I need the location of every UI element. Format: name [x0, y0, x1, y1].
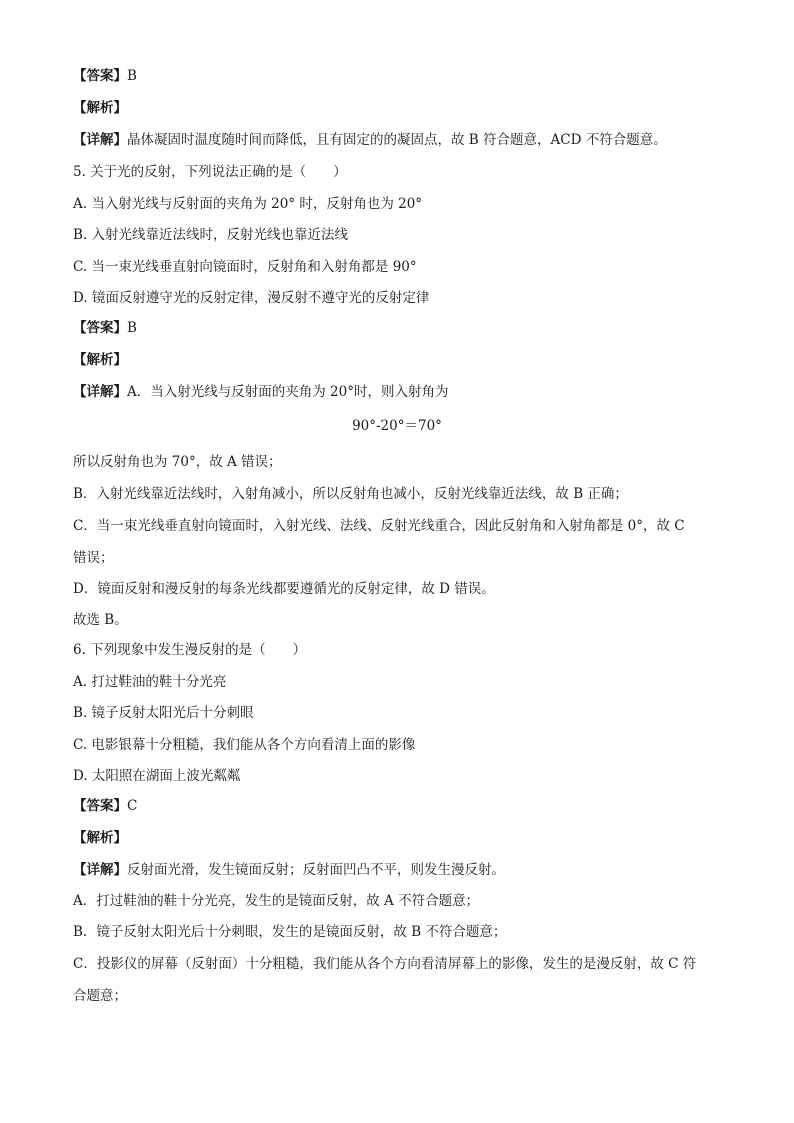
q5-detail-line-3: C．当一束光线垂直射向镜面时，入射光线、法线、反射光线重合，因此反射角和入射角都是 0°，故 C [73, 518, 685, 534]
q5-detail-line-5: D．镜面反射和漫反射的每条光线都要遵循光的反射定律，故 D 错误。 [73, 581, 495, 597]
detail-label: 【详解】 [73, 862, 127, 878]
answer-value: C [127, 798, 138, 814]
answer-label: 【答案】 [73, 320, 127, 336]
q5-answer-line [73, 319, 137, 337]
detail-intro: 反射面光滑，发生镜面反射；反射面凹凸不平，则发生漫反射。 [127, 862, 505, 878]
q6-option-b: B. 镜子反射太阳光后十分刺眼 [73, 705, 254, 721]
analysis-label: 【解析】 [73, 352, 127, 368]
q6-option-c: C. 电影银幕十分粗糙，我们能从各个方向看清上面的影像 [73, 737, 416, 753]
detail-label: 【详解】 [73, 132, 127, 148]
q6-stem: 6. 下列现象中发生漫反射的是（ ） [73, 642, 307, 658]
analysis-label: 【解析】 [73, 100, 127, 116]
q5-stem: 5. 关于光的反射，下列说法正确的是（ ） [73, 164, 347, 180]
q6-detail-line-1: A．打过鞋油的鞋十分光亮，发生的是镜面反射，故 A 不符合题意； [73, 893, 480, 909]
q6-option-d: D. 太阳照在湖面上波光粼粼 [73, 768, 241, 784]
q5-detail-line-1: 所以反射角也为 70°，故 A 错误； [73, 454, 282, 470]
q5-detail-line [73, 383, 448, 401]
detail-label: 【详解】 [73, 384, 127, 400]
q6-analysis-line [73, 829, 127, 847]
answer-label: 【答案】 [73, 798, 127, 814]
answer-label: 【答案】 [73, 68, 127, 84]
q5-option-a: A. 当入射光线与反射面的夹角为 20° 时，反射角也为 20° [73, 196, 423, 212]
q5-option-c: C. 当一束光线垂直射向镜面时，反射角和入射角都是 90° [73, 259, 417, 275]
detail-intro: A．当入射光线与反射面的夹角为 20°时，则入射角为 [127, 384, 449, 400]
q4-analysis-line [73, 99, 127, 117]
answer-value: B [127, 68, 137, 84]
answer-value: B [127, 320, 137, 336]
q6-detail-line-2: B．镜子反射太阳光后十分刺眼，发生的是镜面反射，故 B 不符合题意； [73, 924, 507, 940]
q5-conclusion: 故选 B。 [73, 612, 128, 628]
q6-detail-line [73, 861, 505, 879]
q6-option-a: A. 打过鞋油的鞋十分光亮 [73, 674, 227, 690]
q5-detail-line-4: 错误； [73, 550, 114, 566]
q6-answer-line [73, 797, 137, 815]
q5-detail-line-2: B．入射光线靠近法线时，入射角减小，所以反射角也减小，反射光线靠近法线，故 B 正确； [73, 486, 628, 502]
analysis-label: 【解析】 [73, 830, 127, 846]
detail-text: 晶体凝固时温度随时间而降低，且有固定的的凝固点，故 B 符合题意，ACD 不符合题意。 [127, 132, 667, 148]
q4-detail-line [73, 131, 667, 149]
q5-option-b: B. 入射光线靠近法线时，反射光线也靠近法线 [73, 227, 349, 243]
q5-formula: 90°-20°＝70° [352, 418, 442, 434]
q5-option-d: D. 镜面反射遵守光的反射定律，漫反射不遵守光的反射定律 [73, 290, 430, 306]
q4-answer-line [73, 67, 137, 85]
q6-detail-line-3: C．投影仪的屏幕（反射面）十分粗糙，我们能从各个方向看清屏幕上的影像，发生的是漫反射，故 C 符 [73, 956, 697, 972]
q5-analysis-line [73, 351, 127, 369]
q6-detail-line-4: 合题意； [73, 988, 127, 1004]
